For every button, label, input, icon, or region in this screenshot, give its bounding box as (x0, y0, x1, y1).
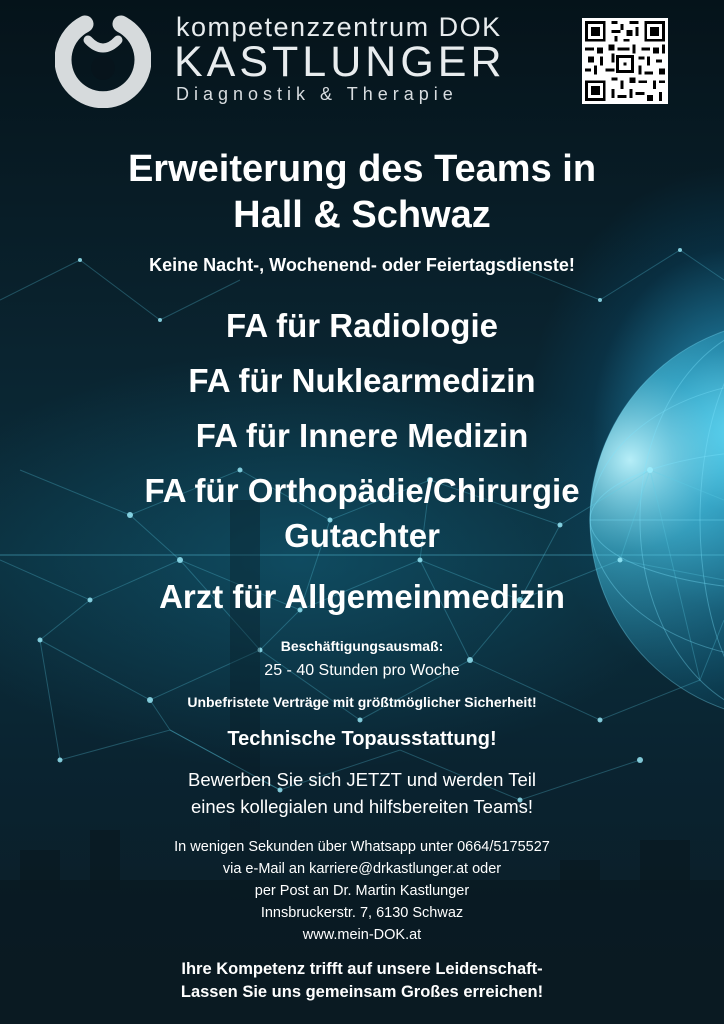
contact-email: via e-Mail an karriere@drkastlunger.at oder (222, 861, 502, 877)
contact-address: Innsbruckerstr. 7, 6130 Schwaz (260, 905, 464, 921)
brand-name: KASTLUNGER (174, 38, 506, 86)
qr-code-icon[interactable] (582, 18, 668, 104)
apply-line-1: Bewerben Sie sich JETZT und werden Teil (188, 769, 536, 790)
contact-info (0, 836, 724, 946)
position-radiology: FA für Radiologie (226, 307, 498, 344)
position-general-medicine: Arzt für Allgemeinmedizin (159, 578, 565, 615)
headline-line-1: Erweiterung des Teams in (127, 148, 597, 190)
no-night-shifts-note: Keine Nacht-, Wochenend- oder Feiertagsdienste! (149, 255, 575, 275)
position-nuclear-medicine: FA für Nuklearmedizin (188, 362, 536, 399)
employment-scope-label: Beschäftigungsausmaß: (280, 638, 444, 654)
apply-line-2: eines kollegialen und hilfsbereiten Teams! (190, 796, 534, 817)
equipment-note: Technische Topausstattung! (227, 728, 497, 750)
brand-top-line: kompetenzzentrum DOK (176, 12, 502, 42)
contact-website-link[interactable]: www.mein-DOK.at (302, 927, 422, 943)
contract-note: Unbefristete Verträge mit größtmöglicher Sicherheit! (187, 694, 537, 710)
slogan-line-1: Ihre Kompetenz trifft auf unsere Leidenschaft- (181, 960, 543, 978)
brand-tagline: Diagnostik & Therapie (176, 84, 458, 104)
employment-scope-value: 25 - 40 Stunden pro Woche (264, 662, 460, 679)
slogan-line-2: Lassen Sie uns gemeinsam Großes erreichen! (180, 983, 544, 1001)
apply-call-to-action (0, 766, 724, 820)
circle-o-logo-icon (55, 12, 151, 108)
headline-line-2: Hall & Schwaz (233, 194, 491, 236)
contact-post: per Post an Dr. Martin Kastlunger (254, 883, 470, 899)
contact-whatsapp: In wenigen Sekunden über Whatsapp unter 0664/5175527 (174, 839, 550, 855)
position-appraiser: Gutachter (284, 517, 440, 554)
open-positions-list (0, 303, 724, 619)
headline (0, 146, 724, 238)
position-orthopedics-surgery: FA für Orthopädie/Chirurgie (144, 472, 580, 509)
closing-slogan (0, 958, 724, 1004)
position-internal-medicine: FA für Innere Medizin (195, 417, 529, 454)
